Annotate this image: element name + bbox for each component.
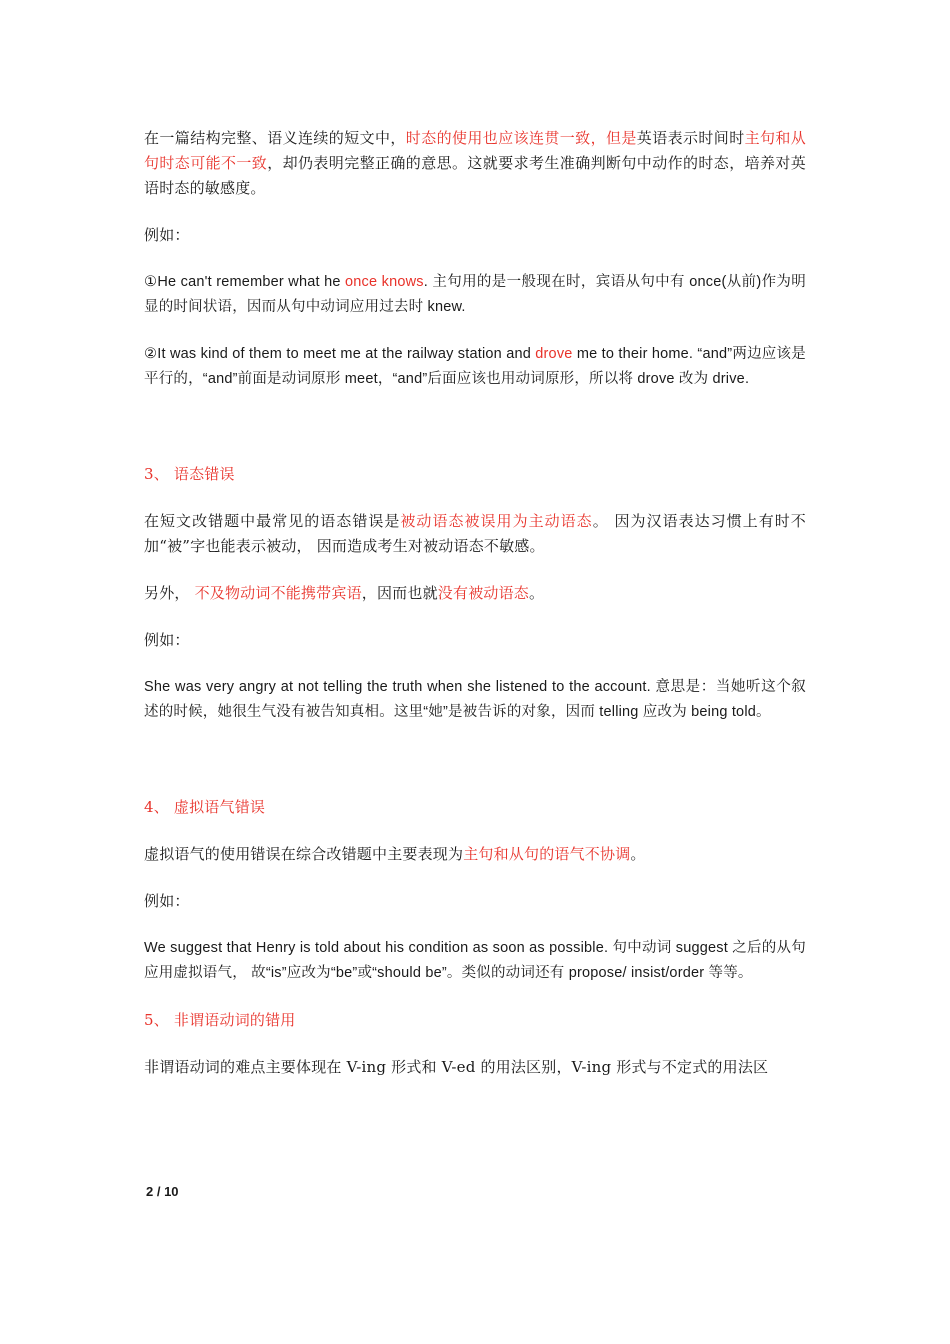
section-3-heading: 3、 语态错误 — [144, 465, 235, 483]
example-highlight: once knows — [345, 274, 424, 290]
section-4-example: We suggest that Henry is told about his condition as soon as possible. 句中动词 suggest 之后的从句应用虚拟语气， 故“is”应改为“be”或“should be”。类似的动词还有 propose/ insist/order 等等。 — [144, 940, 806, 981]
document-body — [144, 126, 806, 1102]
example-text: ②It was kind of them to meet me at the railway station and — [144, 346, 536, 362]
section-5-heading: 5、 非谓语动词的错用 — [144, 1011, 296, 1029]
section-highlight: 不及物动词不能携带宾语 — [194, 584, 362, 602]
section-4-paragraph-1 — [144, 842, 806, 867]
section-text: 。 — [529, 584, 545, 602]
section-text: 虚拟语气的使用错误在综合改错题中主要表现为 — [144, 845, 464, 863]
example-label: 例如： — [144, 892, 190, 910]
section-text: 。 — [630, 845, 646, 863]
page-number: 2 / 10 — [146, 1184, 179, 1199]
section-highlight: 主句和从句的语气不协调 — [463, 845, 631, 863]
section-3-example: She was very angry at not telling the truth when she listened to the account. 意思是：当她听这个叙述的时候，她很生气没有被告知真相。这里“她”是被告诉的对象，因而 telling 应改为 being told。 — [144, 679, 806, 720]
section-text: 另外， — [144, 584, 195, 602]
intro-highlight: 时态的使用也应该连贯一致，但是 — [405, 129, 637, 147]
example-label: 例如： — [144, 631, 190, 649]
section-text: 。 因为汉语表达习惯上有时不加“被”字也能表示被动， 因而造成考生对被动语态不敏感。 — [144, 512, 807, 555]
intro-text: 英语表示时间时 — [636, 129, 745, 147]
example-text: me to their home. “and”两边应该是平行的，“and”前面是动词原形 meet，“and”后面应该也用动词原形，所以将 drove 改为 drive. — [144, 346, 806, 387]
example-1-paragraph — [144, 270, 806, 320]
intro-highlight: 主句和从句时态可能不一致 — [144, 129, 806, 172]
spacer — [144, 747, 806, 795]
example-2-paragraph — [144, 342, 806, 392]
section-3-paragraph-1 — [144, 509, 806, 559]
section-highlight: 被动语态被误用为主动语态 — [400, 512, 593, 530]
section-5-paragraph-1: 非谓语动词的难点主要体现在 V-ing 形式和 V-ed 的用法区别，V-ing 形式与不定式的用法区 — [144, 1058, 769, 1076]
section-text: ，因而也就 — [361, 584, 438, 602]
example-highlight: drove — [535, 346, 573, 362]
intro-paragraph — [144, 126, 806, 201]
example-text: . 主句用的是一般现在时，宾语从句中有 once(从前)作为明显的时间状语，因而从句中动词应用过去时 knew. — [144, 274, 806, 315]
section-text: 在短文改错题中最常见的语态错误是 — [144, 512, 401, 530]
example-label: 例如： — [144, 226, 190, 244]
intro-text: ，却仍表明完整正确的意思。这就要求考生准确判断句中动作的时态，培养对英语时态的敏感度。 — [144, 154, 806, 197]
example-text: ①He can't remember what he — [144, 274, 346, 290]
intro-text: 在一篇结构完整、语义连续的短文中， — [144, 129, 406, 147]
section-3-paragraph-2 — [144, 581, 806, 606]
section-4-heading: 4、 虚拟语气错误 — [144, 798, 266, 816]
section-highlight: 没有被动语态 — [437, 584, 529, 602]
spacer — [144, 414, 806, 462]
